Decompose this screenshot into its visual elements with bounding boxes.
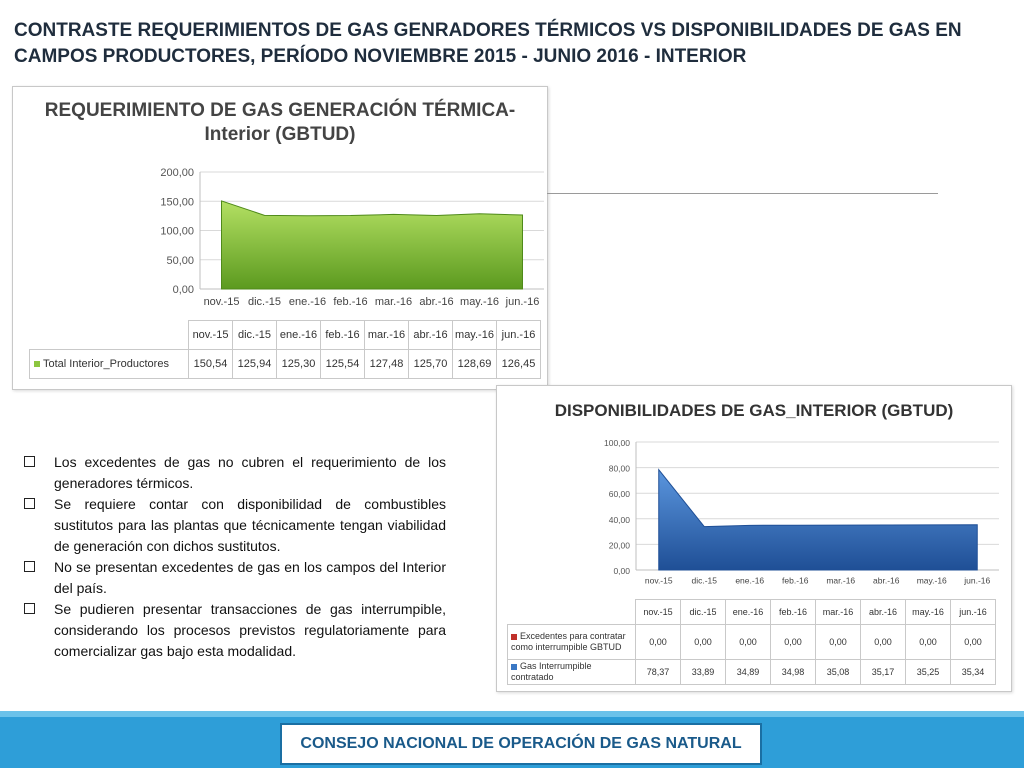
- y-tick-label: 0,00: [172, 284, 194, 296]
- list-item: [20, 557, 446, 599]
- note-text: No se presentan excedentes de gas en los campos del Interior del país.: [54, 559, 446, 596]
- y-tick-label: 50,00: [166, 254, 194, 267]
- checkbox-bullet-icon: [24, 561, 35, 572]
- legend-swatch: [511, 634, 517, 640]
- table-value-cell: 150,54: [189, 350, 233, 379]
- checkbox-bullet-icon: [24, 456, 35, 467]
- table-value-cell: 127,48: [365, 350, 409, 379]
- table-header-cell: nov.-15: [189, 321, 233, 350]
- table-header-cell: ene.-16: [277, 321, 321, 350]
- table-value-cell: 0,00: [951, 625, 996, 660]
- availability-data-table: [507, 599, 996, 685]
- availability-chart: [497, 386, 1011, 598]
- table-value-cell: 125,70: [409, 350, 453, 379]
- table-corner-cell: [30, 321, 189, 350]
- x-tick-label: abr.-16: [419, 296, 454, 308]
- note-text: Se pudieren presentar transacciones de gas interrumpible, considerando los procesos previstos regulatoriamente para comercializar gas bajo esta modalidad.: [54, 601, 446, 659]
- table-series-label: [508, 660, 636, 685]
- table-row: [30, 321, 541, 350]
- x-tick-label: feb.-16: [333, 296, 368, 308]
- legend-label: Total Interior_Productores: [43, 358, 169, 370]
- table-value-cell: 0,00: [861, 625, 906, 660]
- table-header-cell: abr.-16: [409, 321, 453, 350]
- table-row: [30, 350, 541, 379]
- table-row: [508, 660, 996, 685]
- table-header-cell: may.-16: [906, 600, 951, 625]
- y-tick-label: 100,00: [160, 225, 194, 238]
- table-value-cell: 34,89: [726, 660, 771, 685]
- table-header-cell: may.-16: [453, 321, 497, 350]
- table-header-cell: ene.-16: [726, 600, 771, 625]
- table-value-cell: 0,00: [636, 625, 681, 660]
- table-value-cell: 35,34: [951, 660, 996, 685]
- table-row: [508, 600, 996, 625]
- x-tick-label: feb.-16: [782, 575, 809, 586]
- x-tick-label: ene.-16: [288, 296, 327, 308]
- table-value-cell: 125,54: [321, 350, 365, 379]
- table-header-cell: mar.-16: [365, 321, 409, 350]
- table-header-cell: nov.-15: [636, 600, 681, 625]
- table-value-cell: 0,00: [681, 625, 726, 660]
- availability-chart-panel: [496, 385, 1012, 692]
- slide-title: CONTRASTE REQUERIMIENTOS DE GAS GENRADORES TÉRMICOS VS DISPONIBILIDADES DE GAS EN CAMPOS PRODUCTORES, PERÍODO NOVIEMBRE 2015 - JUNIO 2016 - INTERIOR: [14, 20, 962, 67]
- table-value-cell: 0,00: [726, 625, 771, 660]
- table-value-cell: 33,89: [681, 660, 726, 685]
- legend-label: Excedentes para contratar como interrumpible GBTUD: [511, 631, 626, 652]
- x-tick-label: nov.-15: [644, 575, 673, 586]
- requirement-data-table: [29, 320, 541, 379]
- x-tick-label: mar.-16: [826, 575, 856, 586]
- y-tick-label: 0,00: [613, 566, 630, 576]
- table-value-cell: 34,98: [771, 660, 816, 685]
- table-header-cell: dic.-15: [233, 321, 277, 350]
- checkbox-bullet-icon: [24, 498, 35, 509]
- notes-list: [20, 452, 446, 662]
- area-series: [222, 201, 523, 289]
- x-tick-label: nov.-15: [203, 296, 240, 308]
- table-value-cell: 125,94: [233, 350, 277, 379]
- x-tick-label: mar.-16: [374, 296, 413, 308]
- list-item: [20, 452, 446, 494]
- table-value-cell: 35,25: [906, 660, 951, 685]
- divider-line: [547, 193, 938, 194]
- y-tick-label: 150,00: [160, 196, 194, 209]
- x-tick-label: dic.-15: [691, 575, 718, 586]
- x-tick-label: may.-16: [460, 296, 499, 308]
- table-value-cell: 35,08: [816, 660, 861, 685]
- x-tick-label: abr.-16: [873, 575, 900, 586]
- x-tick-label: jun.-16: [505, 296, 540, 308]
- table-header-cell: dic.-15: [681, 600, 726, 625]
- requirement-chart-title: REQUERIMIENTO DE GAS GENERACIÓN TÉRMICA-Interior (GBTUD): [44, 100, 516, 145]
- y-tick-label: 20,00: [608, 540, 630, 551]
- y-tick-label: 100,00: [604, 438, 630, 448]
- table-value-cell: 35,17: [861, 660, 906, 685]
- x-tick-label: may.-16: [916, 575, 947, 586]
- table-value-cell: 0,00: [771, 625, 816, 660]
- y-tick-label: 80,00: [608, 463, 630, 474]
- requirement-chart: [13, 87, 547, 319]
- table-value-cell: 78,37: [636, 660, 681, 685]
- x-tick-label: dic.-15: [247, 296, 282, 308]
- table-value-cell: 128,69: [453, 350, 497, 379]
- table-header-cell: feb.-16: [771, 600, 816, 625]
- list-item: [20, 494, 446, 557]
- table-row: [508, 625, 996, 660]
- table-value-cell: 126,45: [497, 350, 541, 379]
- legend-label: Gas Interrumpible contratado: [511, 661, 592, 682]
- legend-swatch: [511, 664, 517, 670]
- table-value-cell: 0,00: [816, 625, 861, 660]
- table-header-cell: abr.-16: [861, 600, 906, 625]
- footer-stripe: [0, 711, 1024, 717]
- table-corner-cell: [508, 600, 636, 625]
- table-series-label: [30, 350, 189, 379]
- y-tick-label: 60,00: [608, 489, 630, 500]
- table-header-cell: feb.-16: [321, 321, 365, 350]
- footer-text: CONSEJO NACIONAL DE OPERACIÓN DE GAS NATURAL: [300, 735, 742, 752]
- table-value-cell: 0,00: [906, 625, 951, 660]
- note-text: Los excedentes de gas no cubren el requerimiento de los generadores térmicos.: [54, 454, 446, 491]
- table-value-cell: 125,30: [277, 350, 321, 379]
- legend-swatch: [34, 361, 40, 367]
- note-text: Se requiere contar con disponibilidad de combustibles sustitutos para las plantas que técnicamente tengan viabilidad de generación con dichos sustitutos.: [54, 496, 446, 554]
- checkbox-bullet-icon: [24, 603, 35, 614]
- requirement-chart-panel: [12, 86, 548, 390]
- y-tick-label: 200,00: [160, 167, 194, 179]
- table-header-cell: mar.-16: [816, 600, 861, 625]
- y-tick-label: 40,00: [608, 514, 630, 525]
- list-item: [20, 599, 446, 662]
- table-series-label: [508, 625, 636, 660]
- x-tick-label: ene.-16: [735, 575, 765, 586]
- table-header-cell: jun.-16: [497, 321, 541, 350]
- availability-chart-title: DISPONIBILIDADES DE GAS_INTERIOR (GBTUD): [554, 401, 954, 420]
- area-series: [659, 470, 978, 570]
- footer-box: [280, 723, 762, 765]
- table-header-cell: jun.-16: [951, 600, 996, 625]
- x-tick-label: jun.-16: [964, 575, 991, 586]
